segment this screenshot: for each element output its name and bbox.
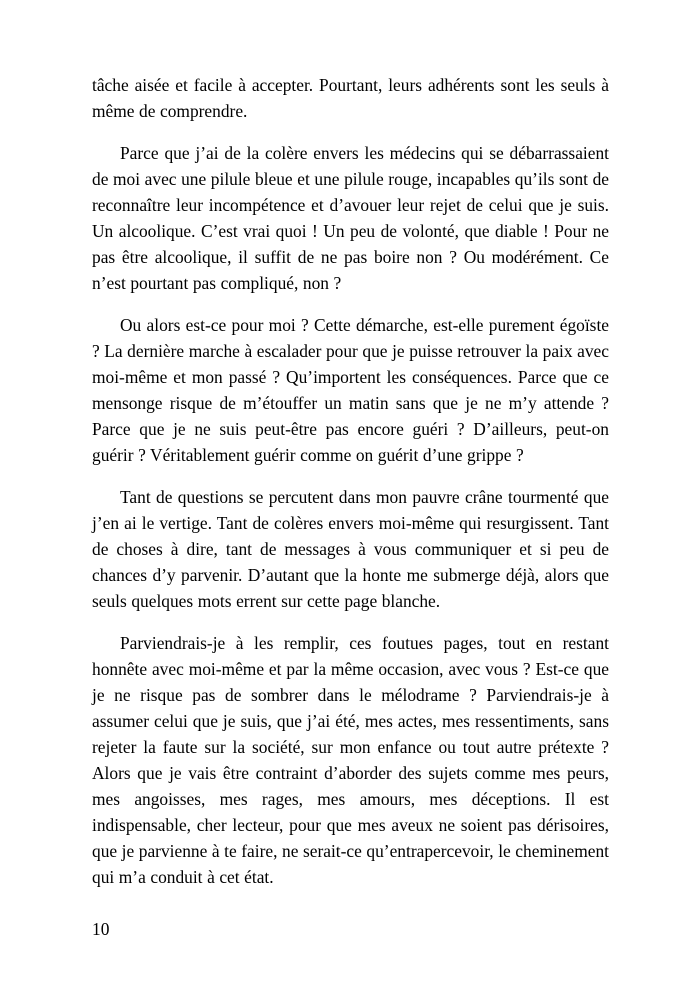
paragraph-4: Tant de questions se percutent dans mon pauvre crâne tourmenté que j’en ai le vertige. Tant de colères envers moi-même qui resurgissent. Tant de choses à dire, tant de messages à vous communiquer et si peu de chances d’y parvenir. D’autant que la honte me submerge déjà, alors que seuls quelques mots errent sur cette page blanche. bbox=[92, 487, 609, 611]
page-body-text bbox=[92, 72, 609, 890]
paragraph-1: tâche aisée et facile à accepter. Pourtant, leurs adhérents sont les seuls à même de comprendre. bbox=[92, 75, 609, 121]
paragraph-3: Ou alors est-ce pour moi ? Cette démarche, est-elle purement égoïste ? La dernière marche à escalader pour que je puisse retrouver la paix avec moi-même et mon passé ? Qu’importent les conséquences. Parce que ce mensonge risque de m’étouffer un matin sans que je ne m’y attende ? Parce que je ne suis peut-être pas encore guéri ? D’ailleurs, peut-on guérir ? Véritablement guérir comme on guérit d’une grippe ? bbox=[92, 315, 609, 465]
paragraph-2: Parce que j’ai de la colère envers les médecins qui se débarrassaient de moi avec une pilule bleue et une pilule rouge, incapables qu’ils sont de reconnaître leur incompétence et d’avouer leur rejet de celui que je suis. Un alcoolique. C’est vrai quoi ! Un peu de volonté, que diable ! Pour ne pas être alcoolique, il suffit de ne pas boire non ? Ou modérément. Ce n’est pourtant pas compliqué, non ? bbox=[92, 143, 609, 293]
page-number: 10 bbox=[92, 919, 110, 939]
paragraph-5: Parviendrais-je à les remplir, ces foutues pages, tout en restant honnête avec moi-même et par la même occasion, avec vous ? Est-ce que je ne risque pas de sombrer dans le mélodrame ? Parviendrais-je à assumer celui que je suis, que j’ai été, mes actes, mes ressentiments, sans rejeter la faute sur la société, sur mon enfance ou tout autre prétexte ? Alors que je vais être contraint d’aborder des sujets comme mes peurs, mes angoisses, mes rages, mes amours, mes déceptions. Il est indispensable, cher lecteur, pour que mes aveux ne soient pas dérisoires, que je parvienne à te faire, ne serait-ce qu’entrapercevoir, le cheminement qui m’a conduit à cet état. bbox=[92, 633, 609, 887]
